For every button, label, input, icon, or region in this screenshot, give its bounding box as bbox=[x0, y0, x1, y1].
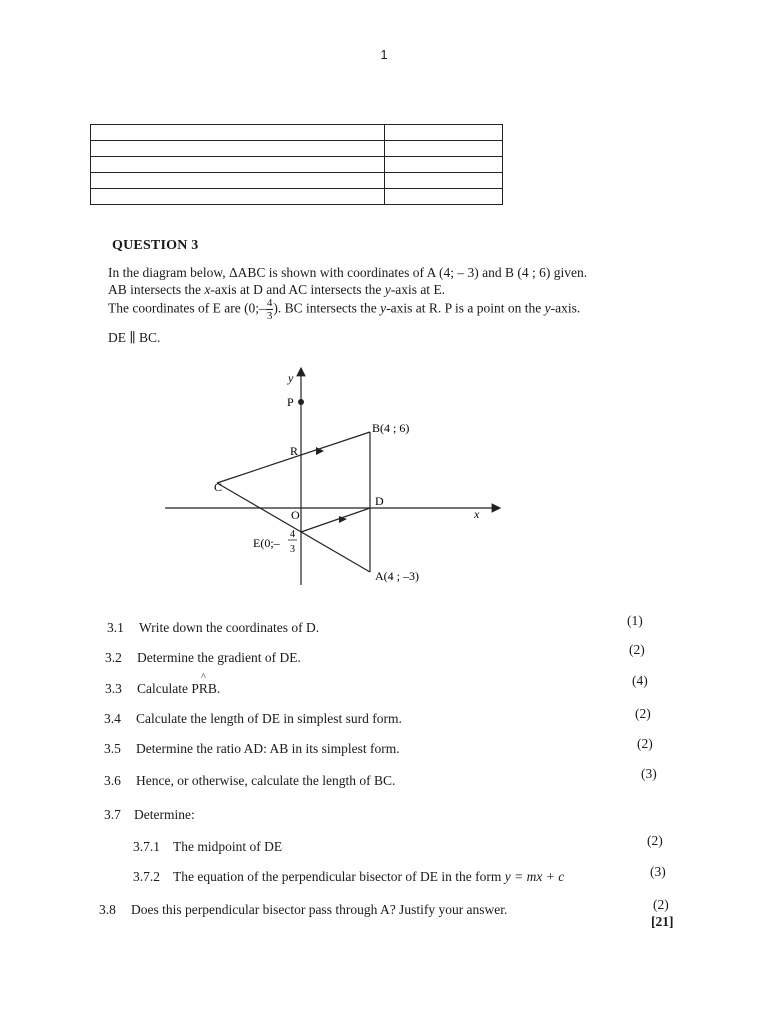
table-row bbox=[91, 189, 503, 205]
marks-3-8: (2) bbox=[653, 897, 669, 912]
label-y-axis: y bbox=[288, 371, 294, 385]
label-e: E(0;– bbox=[253, 536, 280, 550]
marks-3-3: (4) bbox=[632, 673, 648, 688]
table-row bbox=[91, 173, 503, 189]
marks-3-6: (3) bbox=[641, 766, 657, 781]
fraction-four-thirds: $\frac{4}{3}$ bbox=[266, 297, 273, 322]
label-e-denominator: 3 bbox=[290, 544, 295, 555]
question-3-2: 3.2 Determine the gradient of DE. bbox=[105, 650, 301, 665]
label-x-axis: x bbox=[474, 507, 480, 521]
label-p: P bbox=[287, 395, 294, 409]
question-3-7-2: 3.7.2 The equation of the perpendicular bisector of DE in the form y = mx + c bbox=[133, 869, 565, 884]
marks-3-7-1: (2) bbox=[647, 833, 663, 848]
label-r: R bbox=[290, 444, 299, 458]
angle-hat-r: ^ R bbox=[199, 681, 208, 697]
segment-de bbox=[301, 508, 370, 532]
marks-3-4: (2) bbox=[635, 706, 651, 721]
intro-line-1: In the diagram below, ΔABC is shown with coordinates of A (4; – 3) and B (4 ; 6) given. bbox=[108, 265, 588, 280]
side-ac bbox=[217, 483, 370, 572]
question-3-4: 3.4 Calculate the length of DE in simplest surd form. bbox=[104, 711, 402, 726]
intro-line-2: AB intersects the x-axis at D and AC intersects the y-axis at E. bbox=[108, 282, 446, 297]
question-3-1: 3.1 Write down the coordinates of D. bbox=[107, 620, 320, 635]
formula-y-mx-c: y = mx + c bbox=[504, 869, 565, 884]
label-o: O bbox=[291, 508, 300, 522]
table-row bbox=[91, 157, 503, 173]
question-3-6: 3.6 Hence, or otherwise, calculate the length of BC. bbox=[104, 773, 396, 788]
question-3-5: 3.5 Determine the ratio AD: AB in its simplest form. bbox=[104, 741, 400, 756]
label-c: C bbox=[214, 480, 223, 494]
point-p bbox=[298, 399, 304, 405]
marks-3-5: (2) bbox=[637, 736, 653, 751]
label-a: A(4 ; –3) bbox=[375, 569, 419, 583]
question-3-7-1: 3.7.1 The midpoint of DE bbox=[133, 839, 283, 854]
table-row bbox=[91, 125, 503, 141]
label-e-numerator: 4 bbox=[290, 529, 295, 540]
marks-3-1: (1) bbox=[627, 613, 643, 628]
page-number: 1 bbox=[380, 47, 388, 62]
question-3-8: 3.8 Does this perpendicular bisector pass through A? Justify your answer. bbox=[99, 902, 508, 917]
question-3-7: 3.7 Determine: bbox=[104, 807, 195, 822]
geometry-diagram bbox=[160, 362, 520, 592]
question-title: QUESTION 3 bbox=[112, 238, 199, 253]
table-row bbox=[91, 141, 503, 157]
label-d: D bbox=[375, 494, 384, 508]
intro-line-4: DE ∥ BC. bbox=[108, 330, 161, 345]
total-marks: [21] bbox=[651, 914, 674, 929]
marks-3-2: (2) bbox=[629, 642, 645, 657]
question-3-3: 3.3 Calculate P^ RB. bbox=[105, 681, 220, 697]
marks-3-7-2: (3) bbox=[650, 864, 666, 879]
blank-table bbox=[90, 124, 503, 205]
intro-line-3: The coordinates of E are (0;– $\frac{4}{3}$ ). BC intersects the y-axis at R. P is a point on the y-axis. bbox=[108, 297, 581, 322]
label-b: B(4 ; 6) bbox=[372, 421, 410, 435]
